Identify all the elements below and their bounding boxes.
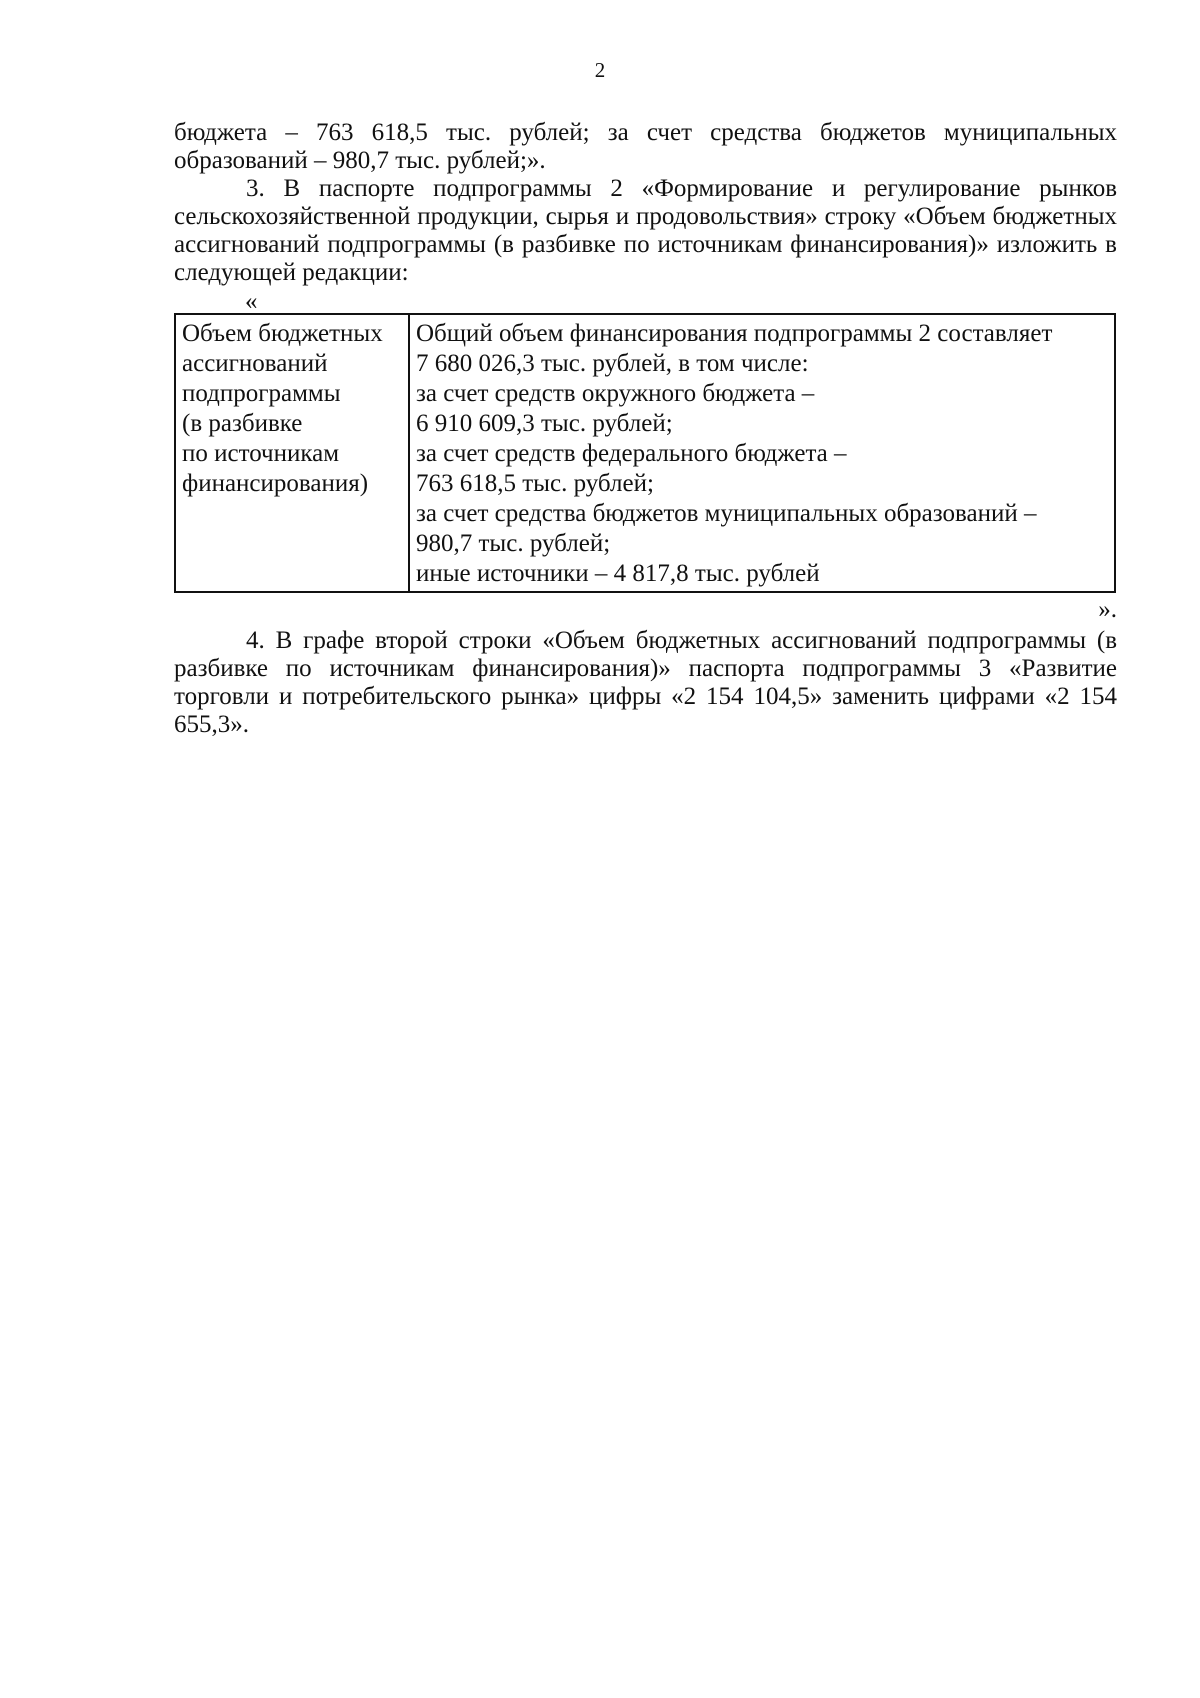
value-line: иные источники – 4 817,8 тыс. рублей — [416, 560, 820, 587]
label-line: по источникам — [182, 440, 340, 467]
table-row — [175, 314, 1115, 592]
value-line: 6 910 609,3 тыс. рублей; — [416, 410, 673, 437]
row-value-cell — [409, 314, 1115, 592]
row-label-cell — [175, 314, 409, 592]
label-line: Объем бюджетных — [182, 320, 383, 347]
budget-allocation-table — [174, 313, 1116, 593]
value-line: 763 618,5 тыс. рублей; — [416, 470, 654, 497]
opening-quote: « — [245, 288, 258, 315]
document-body — [174, 119, 1117, 739]
paragraph-continuation: бюджета – 763 618,5 тыс. рублей; за счет средства бюджетов муниципальных образований – 980,7 тыс. рублей;». — [174, 119, 1117, 174]
label-line: ассигнований — [182, 350, 328, 377]
label-line: финансирования) — [182, 470, 369, 497]
value-line: Общий объем финансирования подпрограммы 2 составляет — [416, 320, 1053, 347]
value-line: за счет средств окружного бюджета – — [416, 380, 815, 407]
paragraph-item-4: 4. В графе второй строки «Объем бюджетных ассигнований подпрограммы (в разбивке по источникам финансирования)» паспорта подпрограммы 3 «Развитие торговли и потребительского рынка» цифры «2 154 104,5» заменить цифрами «2 154 655,3». — [174, 627, 1117, 738]
value-line: 7 680 026,3 тыс. рублей, в том числе: — [416, 350, 809, 377]
closing-quote: ». — [1098, 596, 1117, 623]
label-line: подпрограммы — [182, 380, 341, 407]
paragraph-item-3: 3. В паспорте подпрограммы 2 «Формирование и регулирование рынков сельскохозяйственной продукции, сырья и продовольствия» строку «Объем бюджетных ассигнований подпрограммы (в разбивке по источникам финансирования)» изложить в следующей редакции: — [174, 175, 1117, 286]
value-line: 980,7 тыс. рублей; — [416, 530, 611, 557]
value-line: за счет средства бюджетов муниципальных образований – — [416, 500, 1037, 527]
label-line: (в разбивке — [182, 410, 303, 437]
page-number: 2 — [594, 58, 606, 82]
value-line: за счет средств федерального бюджета – — [416, 440, 847, 467]
